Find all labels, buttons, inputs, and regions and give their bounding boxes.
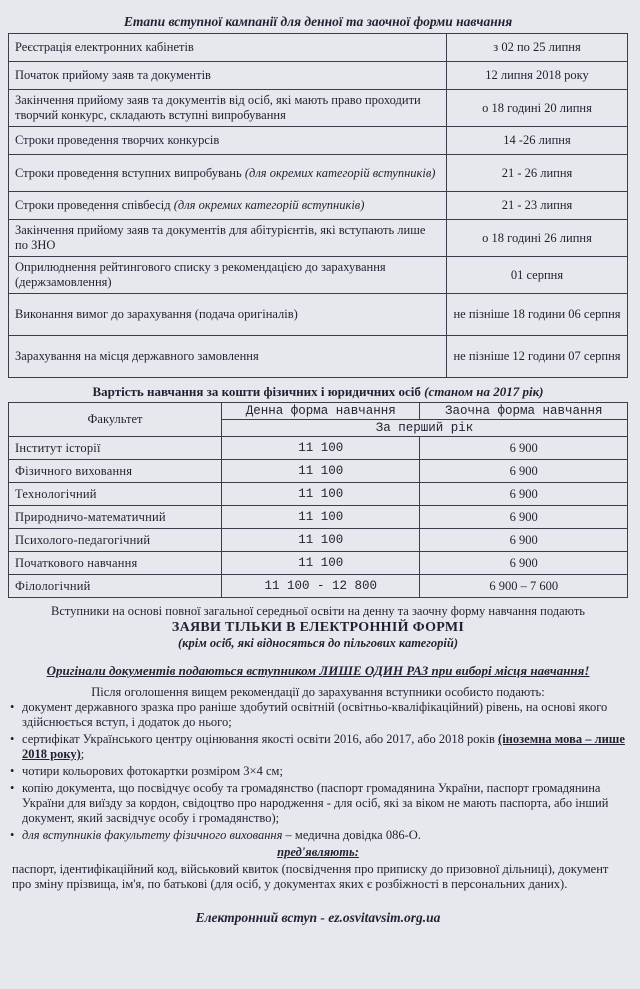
extramural-cost-cell: 6 900 xyxy=(420,437,628,460)
stages-title: Етапи вступної кампанії для денної та заочної форми навчання xyxy=(123,14,513,29)
cost-table xyxy=(8,402,628,598)
stage-value: не пізніше 18 години 06 серпня xyxy=(447,294,628,336)
cost-title: Вартість навчання за кошти фізичних і юридичних осіб (станом на 2017 рік) xyxy=(92,384,544,399)
list-item: • сертифікат Українського центру оцінювання якості освіти 2016, або 2017, або 2018 років (іноземна мова – лише 2018 року); xyxy=(22,732,628,762)
electronic-only-heading: ЗАЯВИ ТІЛЬКИ В ЕЛЕКТРОННІЙ ФОРМІ xyxy=(171,620,465,635)
first-year-header: За перший рік xyxy=(222,420,628,437)
stage-value: 14 -26 липня xyxy=(447,127,628,155)
extramural-cost-cell: 6 900 xyxy=(420,552,628,575)
extramural-cost-cell: 6 900 xyxy=(420,529,628,552)
cost-row xyxy=(9,483,628,506)
stage-label: Початок прийому заяв та документів xyxy=(9,62,447,90)
faculty-cell: Технологічний xyxy=(9,483,222,506)
stage-label: Закінчення прийому заяв та документів від осіб, які мають право проходити творчий конкурс, складають вступні випробування xyxy=(9,90,447,127)
stage-value: 01 серпня xyxy=(447,257,628,294)
documents-list xyxy=(8,700,628,843)
stage-label: Зарахування на місця державного замовлення xyxy=(9,336,447,378)
present-text: паспорт, ідентифікаційний код, військовий квиток (посвідчення про приписку до призовної дільниці), документ про зміну прізвища, ім'я, по батькові (для осіб, у документах яких є розбіжності в персональних даних). xyxy=(12,862,609,891)
col-extramural-header: Заочна форма навчання xyxy=(420,403,628,420)
stage-row xyxy=(9,220,628,257)
list-item: • документ державного зразка про раніше здобутий освітній (освітньо-кваліфікаційний) рівень, на основі якого здійснюється вступ, і додаток до нього; xyxy=(22,700,628,730)
stage-label: Строки проведення вступних випробувань (для окремих категорій вступників) xyxy=(9,155,447,192)
day-cost-cell: 11 100 xyxy=(222,529,420,552)
present-label: пред'являють: xyxy=(277,845,359,859)
footer-website: Електронний вступ - ez.osvitavsim.org.ua xyxy=(195,910,441,925)
stage-value: 12 липня 2018 року xyxy=(447,62,628,90)
day-cost-cell: 11 100 xyxy=(222,483,420,506)
after-recommendation-text: Після оголошення вищем рекомендації до зарахування вступники особисто подають: xyxy=(91,685,545,699)
stage-label: Оприлюднення рейтингового списку з рекомендацією до зарахування (держзамовлення) xyxy=(9,257,447,294)
stage-row xyxy=(9,155,628,192)
cost-row xyxy=(9,437,628,460)
extramural-cost-cell: 6 900 xyxy=(420,506,628,529)
faculty-cell: Психолого-педагогічний xyxy=(9,529,222,552)
stage-row xyxy=(9,90,628,127)
col-faculty-header: Факультет xyxy=(9,403,222,437)
col-day-header: Денна форма навчання xyxy=(222,403,420,420)
list-item: • копію документа, що посвідчує особу та громадянство (паспорт громадянина України, паспорт громадянина України для виїзду за кордон, свідоцтво про народження - для осіб, які за віком не мають паспорта, або інший документ, який засвідчує особу і громадянство); xyxy=(22,781,628,826)
stage-row xyxy=(9,127,628,155)
list-item: • для вступників факультету фізичного виховання – медична довідка 086-О. xyxy=(22,828,628,843)
stage-row xyxy=(9,336,628,378)
intro-text: Вступники на основі повної загальної середньої освіти на денну та заочну форму навчання подають xyxy=(50,604,585,618)
list-item: • чотири кольорових фотокартки розміром 3×4 см; xyxy=(22,764,628,779)
stage-value: о 18 годині 20 липня xyxy=(447,90,628,127)
stage-value: 21 - 26 липня xyxy=(447,155,628,192)
faculty-cell: Фізичного виховання xyxy=(9,460,222,483)
cost-row xyxy=(9,552,628,575)
extramural-cost-cell: 6 900 – 7 600 xyxy=(420,575,628,598)
day-cost-cell: 11 100 xyxy=(222,460,420,483)
stage-value: не пізніше 12 години 07 серпня xyxy=(447,336,628,378)
stage-label: Строки проведення творчих конкурсів xyxy=(9,127,447,155)
stage-row xyxy=(9,257,628,294)
extramural-cost-cell: 6 900 xyxy=(420,460,628,483)
stage-label: Закінчення прийому заяв та документів для абітурієнтів, які вступають лише по ЗНО xyxy=(9,220,447,257)
faculty-cell: Природничо-математичний xyxy=(9,506,222,529)
stage-row xyxy=(9,34,628,62)
faculty-cell: Філологічний xyxy=(9,575,222,598)
day-cost-cell: 11 100 xyxy=(222,506,420,529)
stage-value: 21 - 23 липня xyxy=(447,192,628,220)
stage-label: Строки проведення співбесід (для окремих категорій вступників) xyxy=(9,192,447,220)
originals-note: Оригінали документів подаються вступником ЛИШЕ ОДИН РАЗ при виборі місця навчання! xyxy=(46,663,590,678)
cost-row xyxy=(9,575,628,598)
faculty-cell: Інститут історії xyxy=(9,437,222,460)
stage-value: з 02 по 25 липня xyxy=(447,34,628,62)
cost-row xyxy=(9,529,628,552)
stage-row xyxy=(9,192,628,220)
stage-label: Виконання вимог до зарахування (подача оригіналів) xyxy=(9,294,447,336)
faculty-cell: Початкового навчання xyxy=(9,552,222,575)
stage-label: Реєстрація електронних кабінетів xyxy=(9,34,447,62)
cost-row xyxy=(9,460,628,483)
stages-table xyxy=(8,33,628,378)
stage-value: о 18 годині 26 липня xyxy=(447,220,628,257)
stage-row xyxy=(9,62,628,90)
extramural-cost-cell: 6 900 xyxy=(420,483,628,506)
day-cost-cell: 11 100 xyxy=(222,552,420,575)
cost-row xyxy=(9,506,628,529)
day-cost-cell: 11 100 - 12 800 xyxy=(222,575,420,598)
day-cost-cell: 11 100 xyxy=(222,437,420,460)
exception-note: (крім осіб, які відносяться до пільгових категорій) xyxy=(177,636,458,650)
stage-row xyxy=(9,294,628,336)
